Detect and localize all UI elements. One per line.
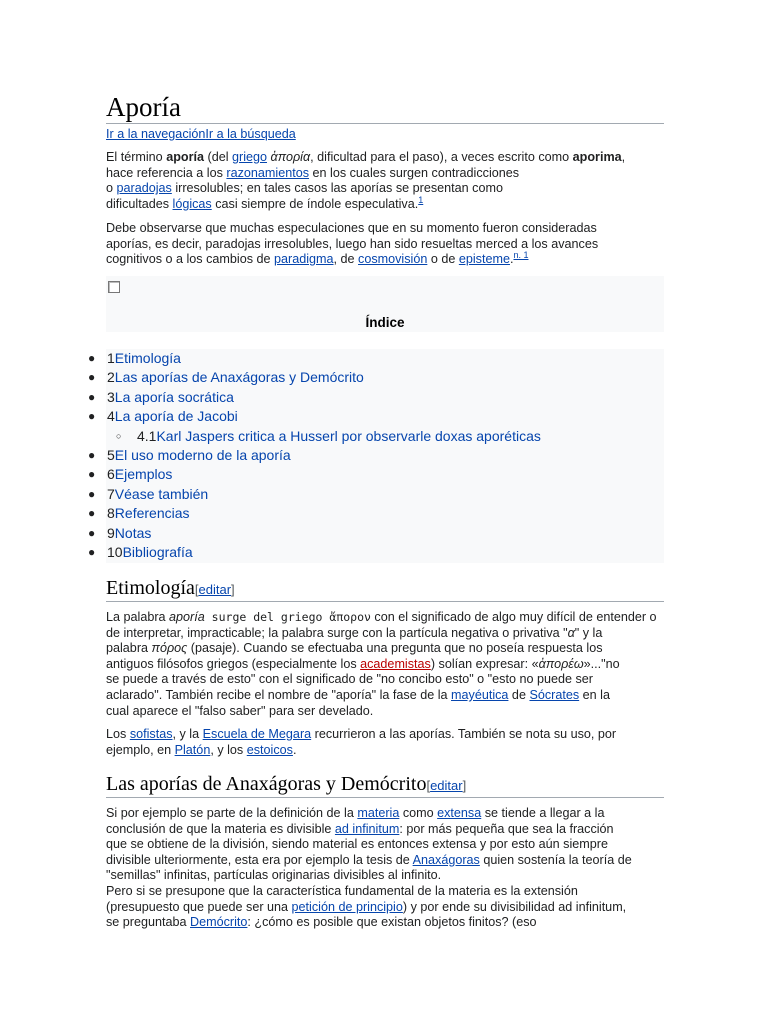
anaxagoras-paragraph-1 xyxy=(106,806,666,931)
link-episteme[interactable]: episteme xyxy=(458,252,510,267)
toc-item[interactable]: ● 5El uso moderno de la aporía xyxy=(0,446,680,465)
link-cosmovision[interactable]: cosmovisión xyxy=(358,252,428,267)
text-line: antiguos filósofos griegos (especialmente los academistas) solían expresar: «ἀπορέω»..."no xyxy=(106,656,620,671)
link-peticion-de-principio[interactable]: petición de principio xyxy=(291,899,403,914)
link-mayeutica[interactable]: mayéutica xyxy=(451,687,509,702)
section-divider xyxy=(106,797,664,798)
link-anaxagoras[interactable]: Anaxágoras xyxy=(412,852,480,867)
bullet-icon: ● xyxy=(88,389,96,404)
circle-bullet-icon: ○ xyxy=(116,430,122,441)
edit-link[interactable]: editar xyxy=(430,778,463,793)
toc-item[interactable]: ● 3La aporía socrática xyxy=(0,388,680,407)
toc-item[interactable]: ● 8Referencias xyxy=(0,504,680,523)
link-ad-infinitum[interactable]: ad infinitum xyxy=(334,821,400,836)
edit-link[interactable]: editar xyxy=(198,582,232,597)
toc-header xyxy=(106,276,664,332)
text-line: hace referencia a los razonamientos en los cuales surgen contradicciones xyxy=(106,165,520,180)
link-materia[interactable]: materia xyxy=(357,806,400,820)
text-line: que se obtiene de la división, siendo material es entonces extensa y por esto aún siempre xyxy=(106,837,608,852)
bullet-icon: ● xyxy=(88,544,96,559)
intro-paragraph-1 xyxy=(106,150,666,212)
text-line: Si por ejemplo se parte de la definición de la materia como extensa se tiende a llegar a la xyxy=(106,806,605,820)
text-line: de interpretar, impracticable; la palabra surge con la partícula negativa o privativa "α" y la xyxy=(106,625,603,640)
text-line: Pero si se presupone que la característica fundamental de la materia es la extensión xyxy=(106,883,578,898)
toc-item[interactable]: ● 2Las aporías de Anaxágoras y Demócrito xyxy=(0,368,680,387)
section-heading-anaxagoras: Las aporías de Anaxágoras y Demócrito[editar] xyxy=(106,773,467,795)
link-estoicos[interactable]: estoicos xyxy=(246,742,293,757)
toc-subitem[interactable]: ○ 4.1Karl Jaspers critica a Husserl por observarle doxas aporéticas xyxy=(0,427,680,446)
jump-links xyxy=(106,127,296,143)
link-griego[interactable]: griego xyxy=(232,150,268,164)
section-divider xyxy=(106,601,664,602)
bullet-icon: ● xyxy=(88,370,96,385)
text-line: se puede a través de esto" con el significado de "no concibo esto" o "esto no puede ser xyxy=(106,672,593,687)
bullet-icon: ● xyxy=(88,409,96,424)
intro-paragraph-2 xyxy=(106,221,666,268)
title-divider xyxy=(106,123,664,124)
link-democrito[interactable]: Demócrito xyxy=(190,915,248,930)
text-line: Debe observarse que muchas especulaciones que en su momento fueron consideradas xyxy=(106,221,597,235)
link-socrates[interactable]: Sócrates xyxy=(529,687,580,702)
link-academistas[interactable]: academistas xyxy=(360,656,431,671)
text-line: dificultades lógicas casi siempre de índole especulativa.$^1$ xyxy=(106,194,424,211)
etimologia-paragraph-1 xyxy=(106,610,666,719)
toc-item[interactable]: ● 10Bibliografía xyxy=(0,543,680,562)
text-line: aclarado". También recibe el nombre de "aporía" la fase de la mayéutica de Sócrates en la xyxy=(106,687,610,702)
toc-toggle-checkbox[interactable] xyxy=(108,281,120,293)
bullet-icon: ● xyxy=(88,506,96,521)
link-paradojas[interactable]: paradojas xyxy=(116,181,172,196)
link-logicas[interactable]: lógicas xyxy=(172,196,212,211)
text-line: palabra πόρος (pasaje). Cuando se efectuaba una pregunta que no poseía respuesta los xyxy=(106,641,603,656)
link-extensa[interactable]: extensa xyxy=(437,806,482,820)
link-razonamientos[interactable]: razonamientos xyxy=(226,165,310,180)
link-platon[interactable]: Platón xyxy=(174,742,211,757)
bullet-icon: ● xyxy=(88,447,96,462)
jump-to-search-link[interactable]: Ir a la búsqueda xyxy=(205,127,296,141)
bullet-icon: ● xyxy=(88,467,96,482)
text-line: La palabra aporía surge del griego ἄπορον con el significado de algo muy difícil de entender o xyxy=(106,610,657,624)
text-line: divisible ulteriormente, esta era por ejemplo la tesis de Anaxágoras quien sostenía la teoría de xyxy=(106,852,632,867)
bullet-icon: ● xyxy=(88,525,96,540)
jump-to-navigation-link[interactable]: Ir a la navegación xyxy=(106,127,206,141)
text-line: conclusión de que la materia es divisible ad infinitum: por más pequeña que sea la fracción xyxy=(106,821,614,836)
toc-item[interactable]: ● 6Ejemplos xyxy=(0,465,680,484)
bullet-icon: ● xyxy=(88,351,96,365)
text-line: El término aporía (del griego ἀπορία, dificultad para el paso), a veces escrito como aporima, xyxy=(106,150,626,164)
text-line: o paradojas irresolubles; en tales casos las aporías se presentan como xyxy=(106,181,503,196)
link-escuela-de-megara[interactable]: Escuela de Megara xyxy=(202,727,312,741)
toc-heading: Índice xyxy=(365,315,405,330)
toc-list xyxy=(0,349,680,562)
text-line: "semillas" infinitas, partículas originarias divisibles al infinito. xyxy=(106,868,442,883)
note-reference[interactable]: n. 1 xyxy=(513,250,529,260)
text-line: ejemplo, en Platón, y los estoicos. xyxy=(106,742,297,757)
reference-1[interactable]: 1 xyxy=(418,194,424,205)
page-title: Aporía xyxy=(106,92,181,122)
toc-item[interactable]: ● 9Notas xyxy=(0,524,680,543)
bullet-icon: ● xyxy=(88,486,96,501)
text-line: cual aparece el "falso saber" para ser develado. xyxy=(106,703,374,718)
etimologia-paragraph-2 xyxy=(106,727,666,758)
toc-item[interactable]: ● 4La aporía de Jacobi xyxy=(0,407,680,426)
link-sofistas[interactable]: sofistas xyxy=(129,727,173,741)
text-line: se preguntaba Demócrito: ¿cómo es posible que existan objetos finitos? (eso xyxy=(106,915,537,930)
text-line: cognitivos o a los cambios de paradigma, de cosmovisión o de episteme.$^{n. 1}$ xyxy=(106,250,529,267)
text-line: (presupuesto que puede ser una petición de principio) y por ende su divisibilidad ad infinitum, xyxy=(106,899,627,914)
toc-item[interactable]: ● 7Véase también xyxy=(0,485,680,504)
link-paradigma[interactable]: paradigma xyxy=(274,252,334,267)
toc-item[interactable]: ● 1Etimología xyxy=(0,349,680,368)
text-line: Los sofistas, y la Escuela de Megara recurrieron a las aporías. También se nota su uso, por xyxy=(106,727,617,741)
text-line: aporías, es decir, paradojas irresolubles, luego han sido resueltas merced a los avances xyxy=(106,236,599,251)
section-heading-etimologia: Etimología[editar] xyxy=(106,577,235,599)
